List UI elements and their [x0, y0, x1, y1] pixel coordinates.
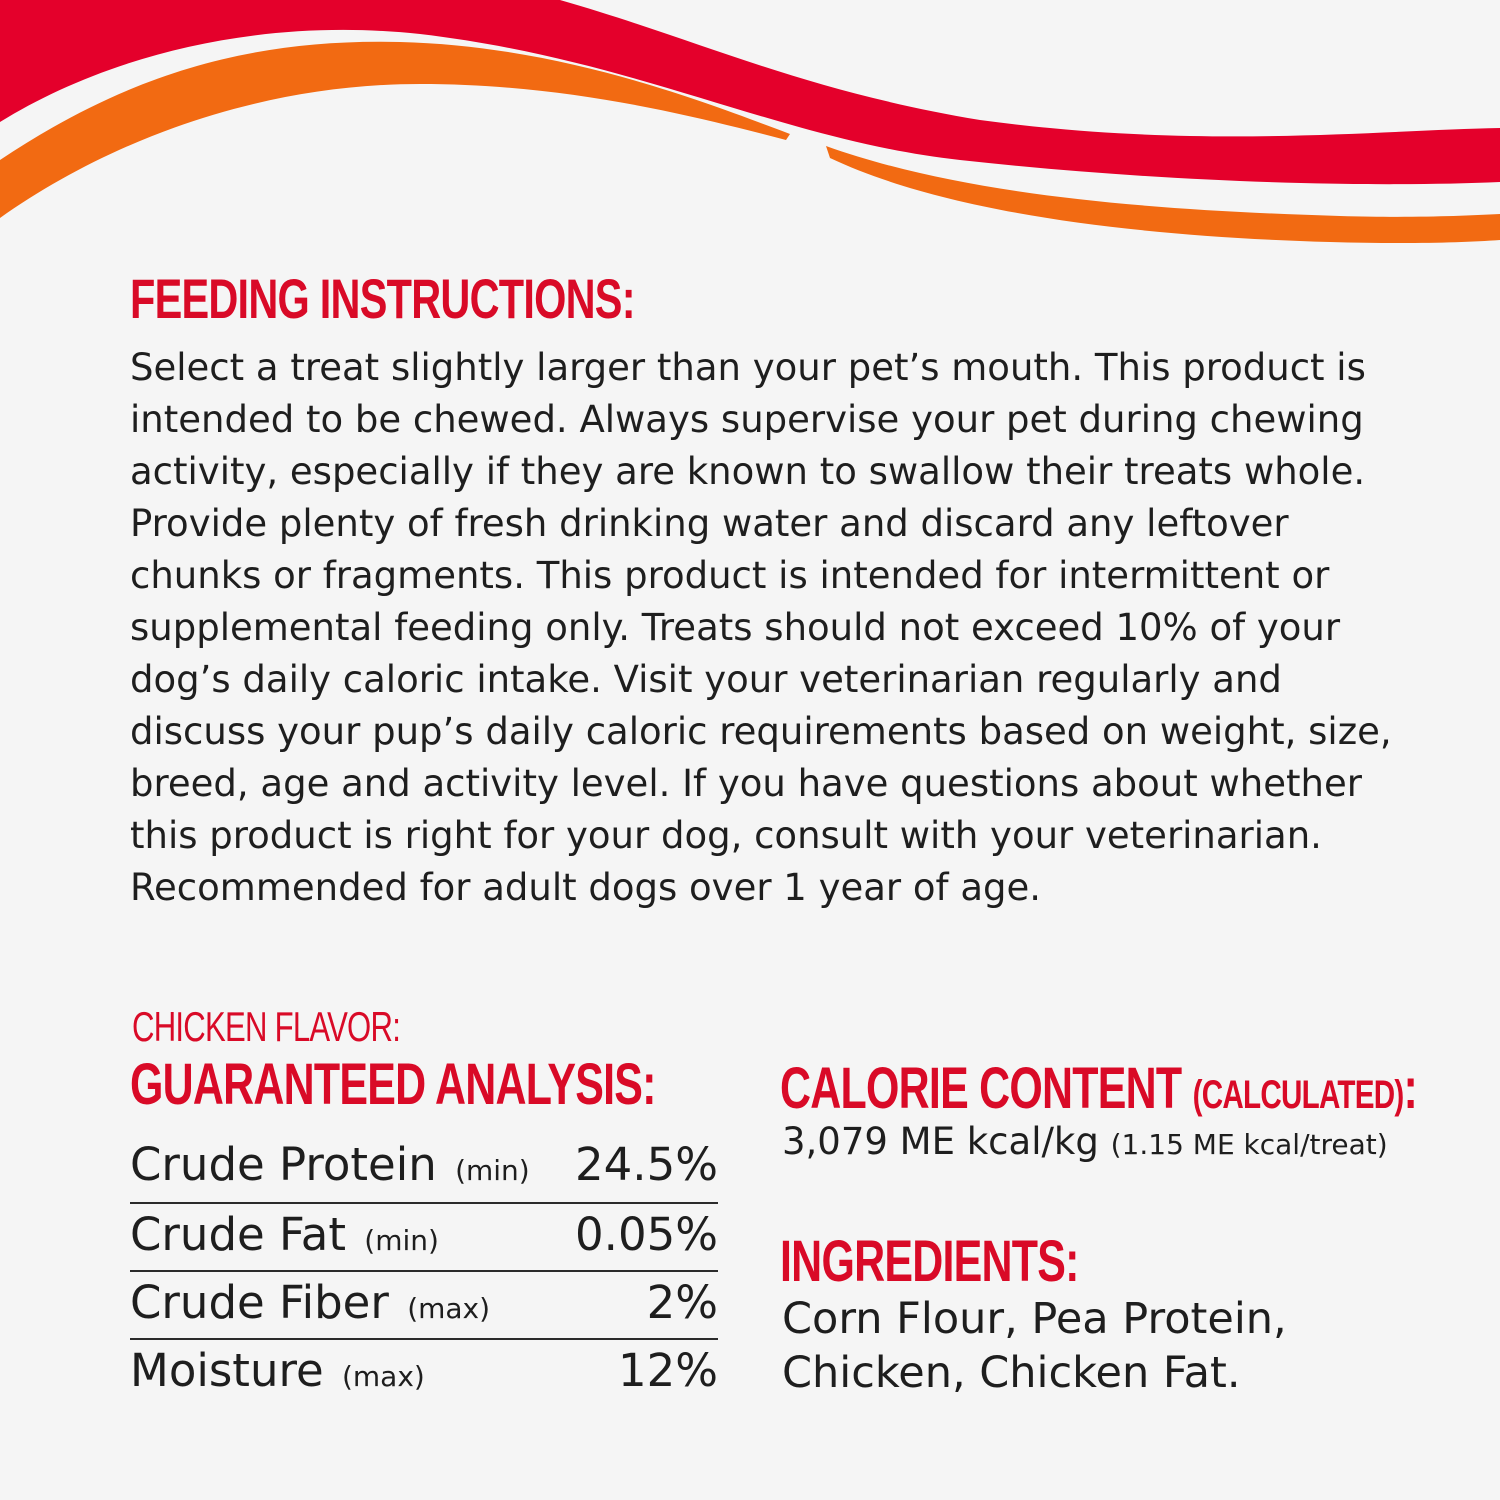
nutrient-value: 0.05%: [575, 1208, 718, 1261]
calorie-value: [782, 1120, 1388, 1163]
nutrient-name: Moisture: [130, 1344, 324, 1397]
calorie-qualifier: (CALCULATED): [1192, 1073, 1404, 1117]
nutrient-label: [130, 1276, 490, 1329]
nutrient-qualifier: (min): [455, 1154, 530, 1187]
wave-decoration: [0, 0, 1500, 260]
table-row: [130, 1202, 718, 1270]
nutrient-value: 24.5%: [575, 1138, 718, 1191]
nutrient-label: [130, 1208, 439, 1261]
calorie-content-heading: [780, 1055, 1417, 1122]
flavor-label: CHICKEN FLAVOR:: [132, 1003, 401, 1050]
nutrient-qualifier: (max): [407, 1292, 491, 1325]
guaranteed-analysis-heading: GUARANTEED ANALYSIS:: [130, 1052, 656, 1117]
calorie-per-treat: (1.15 ME kcal/treat): [1110, 1128, 1388, 1161]
nutrient-name: Crude Fat: [130, 1208, 346, 1261]
calorie-title: CALORIE CONTENT: [780, 1056, 1182, 1121]
nutrient-qualifier: (max): [341, 1360, 425, 1393]
nutrient-value: 2%: [646, 1276, 718, 1329]
table-row: [130, 1270, 718, 1338]
ingredients-text: Corn Flour, Pea Protein, Chicken, Chicken Fat.: [782, 1294, 1287, 1398]
ingredients-heading: INGREDIENTS:: [780, 1229, 1079, 1294]
nutrient-label: [130, 1138, 530, 1191]
nutrient-name: Crude Fiber: [130, 1276, 389, 1329]
nutrient-name: Crude Protein: [130, 1138, 437, 1191]
guaranteed-analysis-table: [130, 1134, 718, 1406]
table-row: [130, 1134, 718, 1202]
nutrient-qualifier: (min): [364, 1224, 439, 1257]
nutrient-value: 12%: [617, 1344, 718, 1397]
nutrient-label: [130, 1344, 425, 1397]
calorie-colon: :: [1403, 1056, 1418, 1121]
table-row: [130, 1338, 718, 1406]
feeding-instructions-text: Select a treat slightly larger than your pet’s mouth. This product is intended to be chewed. Always supervise your pet during chewing activity, especially if they are known to swallow their treats whole. Provide plenty of fresh drinking water and discard any leftover chunks or fragments. This product is intended for intermittent or supplemental feeding only. Treats should not exceed 10% of your dog’s daily caloric intake. Visit your veterinarian regularly and discuss your pup’s daily caloric requirements based on weight, size, breed, age and activity level. If you have questions about whether this product is right for your dog, consult with your veterinarian. Recommended for adult dogs over 1 year of age.: [130, 346, 1392, 909]
calorie-per-kg: 3,079 ME kcal/kg: [782, 1120, 1099, 1163]
feeding-instructions-heading: FEEDING INSTRUCTIONS:: [130, 267, 635, 330]
